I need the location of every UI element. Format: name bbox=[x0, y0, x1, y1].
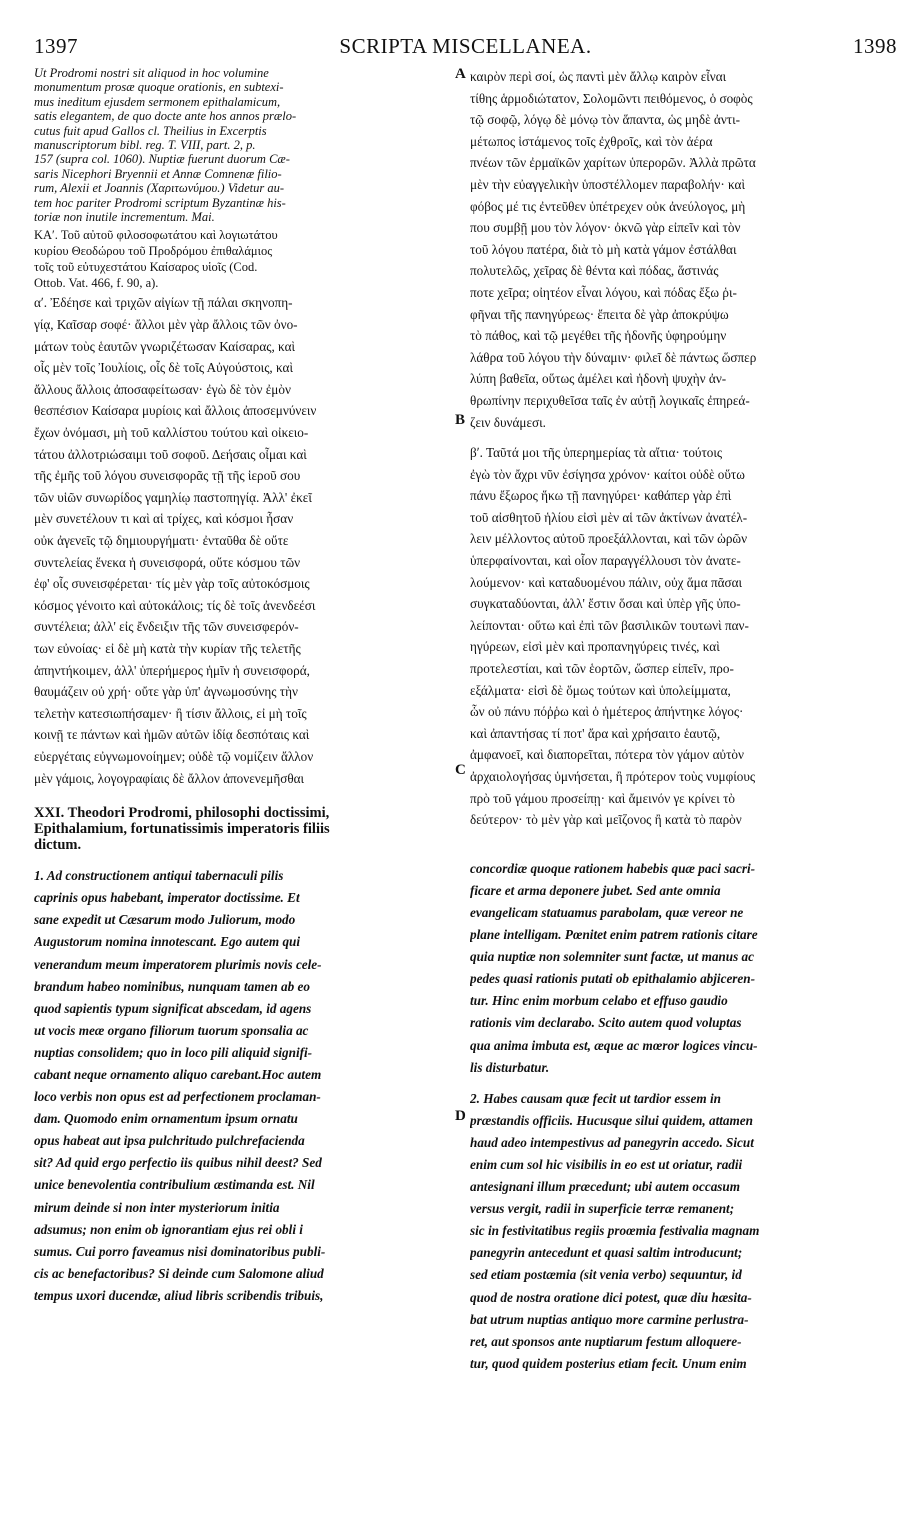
text-line: Ottob. Vat. 466, f. 90, a). bbox=[34, 276, 159, 291]
text-line: ηγύρεων, εἰσὶ μὲν καὶ προπανηγύρεις τινές, καὶ bbox=[470, 639, 720, 655]
text-line: των εὐνοίας· εἰ δὲ μὴ κατὰ τὴν κυρίαν τῆς τελετῆς bbox=[34, 640, 301, 656]
text-line: Epithalamium, fortunatissimis imperatoris filiis bbox=[34, 821, 330, 838]
text-line: πολυτελῶς, χεῖρας δὲ θέντα καὶ πόδας, ἅστινάς bbox=[470, 263, 719, 279]
text-line: ficare et arma deponere jubet. Sed ante omnia bbox=[470, 882, 721, 898]
text-line: μέτωπος ἱστάμενος τοῖς ἐχθροῖς, καὶ τὸν ἀέρα bbox=[470, 133, 713, 149]
running-header bbox=[34, 34, 897, 64]
text-line: toriæ non inutile incrementum. Mai. bbox=[34, 210, 215, 225]
text-line: haud adeo intempestivus ad panegyrin accedo. Sicut bbox=[470, 1134, 754, 1150]
text-line: tur, quod quidem posterius etiam fecit. Unum enim bbox=[470, 1355, 747, 1371]
text-line: nuptias consolidem; quo in loco pili aliquid signifi- bbox=[34, 1044, 313, 1060]
text-line: τῶν υἱῶν συνωρίδος γαμηλίῳ παστοπηγίᾳ. Ἀλλ' ἐκεῖ bbox=[34, 489, 312, 505]
right-column bbox=[470, 66, 895, 1375]
text-line: quod sapientis typum significat abscedam, id agens bbox=[34, 1000, 312, 1016]
text-line: ἐγὼ τὸν ἄχρι νῦν ἐσίγησα χρόνον· καίτοι οὐδὲ οὕτω bbox=[470, 466, 745, 482]
text-line: λειν μέλλοντος αὐτοῦ προεξάλλονται, καὶ τῶν ὡρῶν bbox=[470, 531, 748, 547]
text-line: ποτε χεῖρα; οἰητέον εἶναι λόγου, καὶ πόδας ἔξω ῥι- bbox=[470, 284, 737, 300]
text-line: ἔχων ὀνόμασι, μὴ τοῦ καλλίστου τούτου καὶ οἰκειο- bbox=[34, 425, 309, 441]
text-line: ut vocis meæ organo filiorum tuorum sponsalia ac bbox=[34, 1022, 309, 1038]
text-line: προτελεστίαι, καὶ τῶν ἑορτῶν, ὥσπερ εἰπεῖν, προ- bbox=[470, 661, 734, 677]
text-line: Augustorum nomina innotescant. Ego autem qui bbox=[34, 934, 301, 950]
text-line: dictum. bbox=[34, 837, 82, 854]
text-line: ἀμφανοεῖ, καὶ διαπορεῖται, πότερα τὸν γάμον αὐτὸν bbox=[470, 747, 744, 763]
text-line: brandum habeo nominibus, nunquam tamen ab eo bbox=[34, 978, 310, 994]
text-line: satis elegantem, de quo docte ante hos annos prælo- bbox=[34, 109, 297, 124]
text-line: βʹ. Ταῦτά μοι τῆς ὑπερημερίας τὰ αἴτια· τούτοις bbox=[470, 445, 723, 461]
text-line: τοῖς τοῦ εὐτυχεστάτου Καίσαρος υἱοῖς (Cod. bbox=[34, 260, 258, 275]
text-line: μὲν τὴν εὐαγγελικὴν ὑποστέλλομεν παραβολήν· καὶ bbox=[470, 176, 745, 192]
margin-marker-d: D bbox=[455, 1108, 466, 1124]
text-line: qua anima imbuta est, æque ac mœror logices vincu- bbox=[470, 1037, 758, 1053]
text-line: ἀπηντήκοιμεν, ἀλλ' ὑπερήμερος ἡμῖν ἡ συνεισφορά, bbox=[34, 662, 310, 678]
text-line: plane intelligam. Pœnitet enim patrem rationis citare bbox=[470, 927, 758, 943]
running-title: SCRIPTA MISCELLANEA. bbox=[339, 34, 592, 58]
greek-text-right-1 bbox=[470, 66, 895, 433]
text-line: οἷς μὲν τοῖς Ἰουλίοις, οἷς δὲ τοῖς Αὐγούστοις, καὶ bbox=[34, 360, 294, 376]
page-number-left: 1397 bbox=[34, 34, 78, 58]
latin-text-left bbox=[34, 865, 454, 1307]
text-line: κοινῇ τε πάντων καὶ ἡμῶν αὐτῶν ἰδίᾳ δεσπόταις καὶ bbox=[34, 727, 310, 743]
text-line: συντελείας ἕνεκα ἡ συνεισφορά, οὔτε κόσμου τῶν bbox=[34, 554, 301, 570]
text-line: pedes quasi rationis putati ob epithalamio abjiceren- bbox=[470, 971, 756, 987]
text-line: πνέων τῶν ἐρμαϊκῶν χαρίτων ὑπερορῶν. Ἀλλὰ πρῶτα bbox=[470, 155, 756, 171]
text-line: tem hoc pariter Prodromi scriptum Byzantinæ his- bbox=[34, 195, 286, 210]
text-line: mirum deinde si non inter mysteriorum initia bbox=[34, 1199, 280, 1215]
text-line: concordiæ quoque rationem habebis quæ paci sacri- bbox=[470, 860, 756, 876]
greek-text-left bbox=[34, 292, 454, 789]
text-line: πάνυ ἔξωρος ἥκω τῇ πανηγύρει· καθάπερ γὰρ ἐπὶ bbox=[470, 488, 732, 504]
text-line: τῆς ἐμῆς τοῦ λόγου συνεισφορᾶς τῇ τῆς ἱεροῦ σου bbox=[34, 468, 301, 484]
text-line: καιρὸν περὶ σοί, ὡς παντὶ μὲν ἄλλῳ καιρὸν εἶναι bbox=[470, 69, 727, 84]
text-line: τὸ πάθος, καὶ τῷ μεγέθει τῆς ἡδονῆς ὑφηρούμην bbox=[470, 328, 727, 344]
text-line: XXI. Theodori Prodromi, philosophi doctissimi, bbox=[34, 805, 330, 822]
text-line: 157 (supra col. 1060). Nuptiæ fuerunt duorum Cæ- bbox=[34, 152, 290, 167]
greek-title bbox=[34, 227, 454, 291]
text-line: opus habeat aut ipsa pulchritudo pulchrefacienda bbox=[34, 1133, 305, 1149]
text-line: κυρίου Θεοδώρου τοῦ Προδρόμου ἐπιθαλάμιος bbox=[34, 244, 273, 259]
greek-text-right-2 bbox=[470, 442, 895, 831]
text-line: ret, aut sponsos ante nuptiarum festum alloquere- bbox=[470, 1333, 742, 1349]
text-line: tur. Hinc enim morbum celabo et effuso gaudio bbox=[470, 993, 728, 1009]
text-line: πρὸ τοῦ γάμου προσείπῃ· καὶ ἄμεινόν γε κρίνει τὸ bbox=[470, 790, 735, 806]
text-line: cis ac benefactoribus? Si deinde cum Salomone aliud bbox=[34, 1265, 324, 1281]
text-line: γίᾳ, Καῖσαρ σοφέ· ἄλλοι μὲν γὰρ ἄλλοις τῶν ὀνο- bbox=[34, 317, 298, 333]
text-line: εξάλματα· εἰσὶ δὲ ὅμως τούτων καὶ ὑπολείμματα, bbox=[470, 682, 731, 698]
text-line: δεύτερον· τὸ μὲν γὰρ καὶ μεῖζονος ἢ κατὰ τὸ παρὸν bbox=[470, 812, 742, 828]
text-line: φόβος μέ τις ἐντεῦθεν ὑπέτρεχεν οὐκ ἀνεύλογος, μὴ bbox=[470, 198, 746, 214]
text-line: λύπη βαθεῖα, οὕτως ἀμέλει καὶ ἡδονὴ ψυχὴν ἀν- bbox=[470, 371, 727, 387]
text-line: versus vergit, radii in superficie terræ remanent; bbox=[470, 1201, 735, 1217]
text-line: λείπονται· οὕτω καὶ ἐπὶ τῶν βασιλικῶν τουτωνὶ παν- bbox=[470, 617, 749, 633]
text-line: ΚΑʹ. Τοῦ αὐτοῦ φιλοσοφωτάτου καὶ λογιωτάτου bbox=[34, 228, 278, 243]
text-line: cabant neque ornamento aliquo carebant.Hoc autem bbox=[34, 1066, 322, 1082]
text-line: loco verbis non opus est ad perfectionem proclaman- bbox=[34, 1089, 321, 1105]
text-line: φῆναι τῆς πανηγύρεως· ἔπειτα δὲ γὰρ ἀποκρύψω bbox=[470, 306, 729, 322]
text-line: rum, Alexii et Joannis (Χαριτωνύμου.) Videtur au- bbox=[34, 181, 285, 196]
margin-marker-c: C bbox=[455, 762, 466, 778]
text-line: θρωπίνην περιχυθεῖσα ταῖς ἐν αὐτῇ λογικαῖς ἐπηρεά- bbox=[470, 392, 750, 408]
text-line: bat utrum nuptias antiquo more carmine perlustra- bbox=[470, 1311, 749, 1327]
text-line: venerandum meum imperatorem plurimis novis cele- bbox=[34, 956, 322, 972]
text-line: quia nuptiæ non solemniter sunt factæ, ut manus ac bbox=[470, 949, 754, 965]
text-line: μάτων τοὺς ἑαυτῶν γνωριζέτωσαν Καίσαρας, καὶ bbox=[34, 338, 296, 354]
margin-marker-a: A bbox=[455, 66, 466, 82]
text-line: που συμβῇ μου τὸν λόγον· ὀκνῶ γὰρ εἰπεῖν καὶ τὸν bbox=[470, 220, 741, 236]
text-line: τάτου ἀλλοτριώσαιμι τοῦ σοφοῦ. Δεήσαις οἶμαι καὶ bbox=[34, 446, 307, 462]
text-line: sic in festivitatibus regiis proœmia festivalia magnam bbox=[470, 1223, 760, 1239]
text-line: οὐκ ἀγενεῖς τῷ δημιουργήματι· ἐνταῦθα δὲ οὔτε bbox=[34, 533, 289, 548]
text-line: θεσπέσιον Καίσαρα μυρίοις καὶ ἄλλοις ἀποσεμνύνειν bbox=[34, 403, 317, 419]
text-line: μὲν γάμοις, λογογραφίαις δὲ ἄλλον ἀπονενεμῆσθαι bbox=[34, 770, 305, 786]
text-line: quod de nostra oratione dici potest, quæ diu hæsita- bbox=[470, 1289, 752, 1305]
text-line: αʹ. Ἐδέησε καὶ τριχῶν αἰγίων τῇ πάλαι σκηνοπη- bbox=[34, 295, 293, 311]
text-line: sane expedit ut Cæsarum modo Juliorum, modo bbox=[34, 912, 296, 928]
text-line: lis disturbatur. bbox=[470, 1059, 550, 1075]
section-heading bbox=[34, 805, 454, 853]
margin-marker-b: B bbox=[455, 412, 466, 428]
text-line: ἄλλους ἄλλοις ἀποσαφείτωσαν· ἐγὼ δὲ τὸν ἐμὸν bbox=[34, 381, 291, 397]
text-line: ζειν δυνάμεσι. bbox=[470, 414, 546, 430]
text-line: ἐφ' οἷς συνεισφέρεται· τίς μὲν γὰρ τοῖς αὐτοκόσμοις bbox=[34, 576, 310, 592]
text-line: evangelicam statuamus parabolam, quæ vereor ne bbox=[470, 904, 744, 920]
text-line: præstandis officiis. Hucusque silui quidem, attamen bbox=[470, 1112, 753, 1128]
text-line: cutus fuit apud Gallos cl. Theilius in Excerptis bbox=[34, 123, 267, 138]
text-line: manuscriptorum bibl. reg. T. VIII, part. 2, p. bbox=[34, 138, 256, 153]
text-line: caprinis opus habebant, imperator doctissime. Et bbox=[34, 890, 300, 906]
text-line: τῷ σοφῷ, λόγῳ δὲ μόνῳ τὸν ἅπαντα, ὡς μηδὲ ἀντι- bbox=[470, 112, 741, 128]
text-line: unice benevolentia contribulium æstimanda est. Nil bbox=[34, 1177, 315, 1193]
text-line: τίθης ἁρμοδιώτατον, Σολομῶντι πειθόμενος, ὁ σοφὸς bbox=[470, 90, 753, 106]
text-line: συντέλεια; ἀλλ' εἰς ἔνδειξιν τῆς τῶν συνεισφερόν- bbox=[34, 619, 299, 635]
text-line: θαυμάζειν οὐ χρή· οὔτε γὰρ ὑπ' ἀγνωμοσύνης τὴν bbox=[34, 684, 298, 700]
text-line: 2. Habes causam quæ fecit ut tardior essem in bbox=[470, 1090, 721, 1106]
text-line: ὑπερφαίνονται, καὶ οἷον παραγγέλλουσι τὸν ἀνατε- bbox=[470, 553, 741, 569]
text-line: dam. Quomodo enim ornamentum ipsum ornatu bbox=[34, 1111, 298, 1127]
text-line: rationis vim declarabo. Scito autem quod voluptas bbox=[470, 1015, 742, 1031]
text-line: antesignani illum præcedunt; ubi autem occasum bbox=[470, 1179, 741, 1195]
text-line: sit? Ad quid ergo perfectio iis quibus nihil deest? Sed bbox=[34, 1155, 322, 1171]
text-line: κόσμος γένοιτο καὶ αὐτοκάλοις; τίς δὲ τοῖς ἀνενδεέσι bbox=[34, 597, 316, 613]
text-line: 1. Ad constructionem antiqui tabernaculi pilis bbox=[34, 868, 284, 884]
text-line: sed etiam postæmia (sit venia verbo) sequuntur, id bbox=[470, 1267, 742, 1283]
text-line: ἀρχαιολογήσας ὑμνήσεται, ἢ πρότερον τοὺς νυμφίους bbox=[470, 769, 756, 784]
editor-note bbox=[34, 66, 454, 224]
text-line: τελετὴν κατεσιωπήσαμεν· ἢ τίσιν ἄλλοις, εἰ μὴ τοῖς bbox=[34, 705, 307, 721]
latin-text-right-2 bbox=[470, 1088, 895, 1375]
text-line: adsumus; non enim ob ignorantiam ejus rei obli i bbox=[34, 1221, 303, 1237]
text-line: ὧν οὐ πάνυ πόῤῥω καὶ ὁ ἡμέτερος ἀπήντηκε λόγος· bbox=[470, 704, 744, 720]
text-line: mus ineditum ejusdem sermonem epithalamicum, bbox=[34, 94, 281, 109]
text-line: tempus uxori ducendæ, aliud libris scribendis tribuis, bbox=[34, 1287, 324, 1303]
left-column bbox=[34, 66, 454, 1307]
text-line: εὐεργέταις εὐγνωμονοίημεν; οὐδὲ τῷ νομίζειν ἄλλον bbox=[34, 748, 314, 764]
page-number-right: 1398 bbox=[853, 34, 897, 58]
text-line: monumentum prosæ quoque orationis, en subtexi- bbox=[34, 80, 284, 95]
text-line: τοῦ αἰσθητοῦ ἡλίου εἰσὶ μὲν αἱ τῶν ἀκτίνων ἀνατέλ- bbox=[470, 509, 748, 525]
text-line: enim cum sol hic visibilis in eo est ut oriatur, radii bbox=[470, 1157, 743, 1172]
text-line: καὶ ἀπαντήσας τί ποτ' ἄρα καὶ χρήσαιτο ἑαυτῷ, bbox=[470, 725, 721, 741]
text-line: sumus. Cui porro faveamus nisi dominatoribus publi- bbox=[34, 1243, 326, 1259]
text-line: μὲν συνετέλουν τι καὶ αἱ τρίχες, καὶ κόσμοι ἦσαν bbox=[34, 511, 294, 527]
text-line: συγκαταδύονται, ἀλλ' ἔστιν ὅσαι καὶ ὑπὲρ γῆς ὑπο- bbox=[470, 596, 741, 612]
text-line: saris Nicephori Bryennii et Annæ Comnenæ filio- bbox=[34, 166, 282, 181]
text-line: panegyrin antecedunt et quasi saltim introducunt; bbox=[470, 1245, 743, 1261]
text-line: τοῦ λόγου πατέρα, διὰ τὸ μὴ κατὰ γάμον ἐστάλθαι bbox=[470, 241, 737, 257]
text-line: λάθρα τοῦ λόγου τὴν δύναμιν· φιλεῖ δὲ πάντως ὥσπερ bbox=[470, 349, 757, 365]
text-line: Ut Prodromi nostri sit aliquod in hoc volumine bbox=[34, 66, 269, 80]
latin-text-right-1 bbox=[470, 858, 895, 1079]
text-line: λούμενον· καὶ καταδυομένου πάλιν, οὐχ ἅμα πᾶσαι bbox=[470, 574, 743, 590]
